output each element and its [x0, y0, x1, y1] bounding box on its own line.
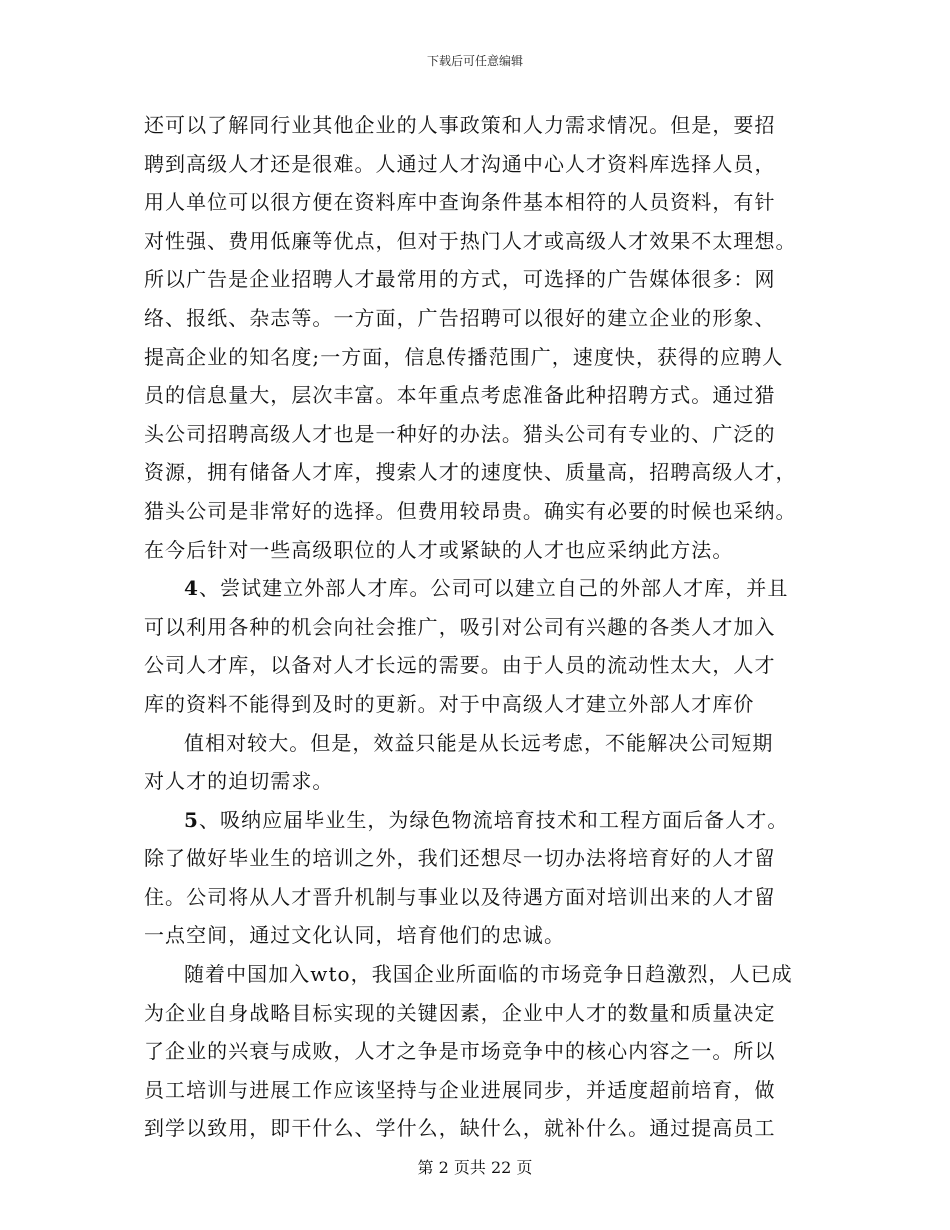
- paragraph: [144, 106, 814, 569]
- text-line: 用人单位可以很方便在资料库中查询条件基本相符的人员资料，有针: [144, 190, 776, 215]
- document-body: [144, 106, 814, 1148]
- paragraph: [144, 955, 814, 1148]
- text-line: 对人才的迫切需求。: [144, 769, 334, 794]
- text-line: 公司人才库，以备对人才长远的需要。由于人员的流动性太大，人才: [144, 653, 776, 678]
- text-line: 还可以了解同行业其他企业的人事政策和人力需求情况。但是，要招: [144, 113, 776, 137]
- text-line: 住。公司将从人才晋升机制与事业以及待遇方面对培训出来的人才留: [144, 884, 776, 909]
- text-line: 络、报纸、杂志等。一方面，广告招聘可以很好的建立企业的形象、: [144, 305, 776, 330]
- text-line: 资源，拥有储备人才库，搜索人才的速度快、质量高，招聘高级人才，: [144, 460, 797, 485]
- item-number: 4: [184, 576, 199, 601]
- text-line: 为企业自身战略目标实现的关键因素，企业中人才的数量和质量决定: [144, 1000, 776, 1025]
- item-heading-text: 、吸纳应届毕业生，为绿色物流培育技术和工程方面后备人才。: [198, 807, 789, 832]
- text-line: 在今后针对一些高级职位的人才或紧缺的人才也应采纳此方法。: [144, 537, 734, 562]
- text-line: 所以广告是企业招聘人才最常用的方式，可选择的广告媒体很多：网: [144, 267, 776, 292]
- paragraph: [144, 801, 814, 955]
- text-line: 了企业的兴衰与成败，人才之争是市场竞争中的核心内容之一。所以: [144, 1039, 776, 1064]
- text-line: 可以利用各种的机会向社会推广，吸引对公司有兴趣的各类人才加入: [144, 614, 776, 639]
- text-line: 员的信息量大，层次丰富。本年重点考虑准备此种招聘方式。通过猎: [144, 383, 776, 408]
- text-line: [144, 801, 814, 840]
- text-line: 员工培训与进展工作应该坚持与企业进展同步，并适度超前培育，做: [144, 1077, 776, 1102]
- paragraph: [144, 569, 814, 723]
- text-line: 头公司招聘高级人才也是一种好的办法。猎头公司有专业的、广泛的: [144, 421, 776, 446]
- text-line: 到学以致用，即干什么、学什么，缺什么，就补什么。通过提高员工: [144, 1116, 776, 1141]
- item-number: 5: [184, 807, 199, 832]
- text-line: 随着中国加入wto，我国企业所面临的市场竞争日趋激烈，人已成: [184, 962, 793, 987]
- text-line: 库的资料不能得到及时的更新。对于中高级人才建立外部人才库价: [144, 691, 755, 716]
- text-line: [144, 569, 814, 608]
- text-line: 猎头公司是非常好的选择。但费用较昂贵。确实有必要的时候也采纳。: [144, 498, 797, 523]
- page-header: 下载后可任意编辑: [426, 54, 523, 68]
- text-line: 对性强、费用低廉等优点，但对于热门人才或高级人才效果不太理想。: [144, 228, 797, 253]
- text-line: 提高企业的知名度;一方面，信息传播范围广，速度快，获得的应聘人: [144, 344, 784, 369]
- paragraph: [144, 724, 814, 801]
- page-footer: 第 2 页共 22 页: [417, 1158, 533, 1177]
- text-line: 一点空间，通过文化认同，培育他们的忠诚。: [144, 923, 565, 948]
- item-heading-text: 、尝试建立外部人才库。公司可以建立自己的外部人才库，并且: [198, 576, 789, 601]
- text-line: 除了做好毕业生的培训之外，我们还想尽一切办法将培育好的人才留: [144, 846, 776, 871]
- text-line: 聘到高级人才还是很难。人通过人才沟通中心人才资料库选择人员，: [144, 151, 776, 176]
- text-line: 值相对较大。但是，效益只能是从长远考虑，不能解决公司短期: [184, 730, 774, 755]
